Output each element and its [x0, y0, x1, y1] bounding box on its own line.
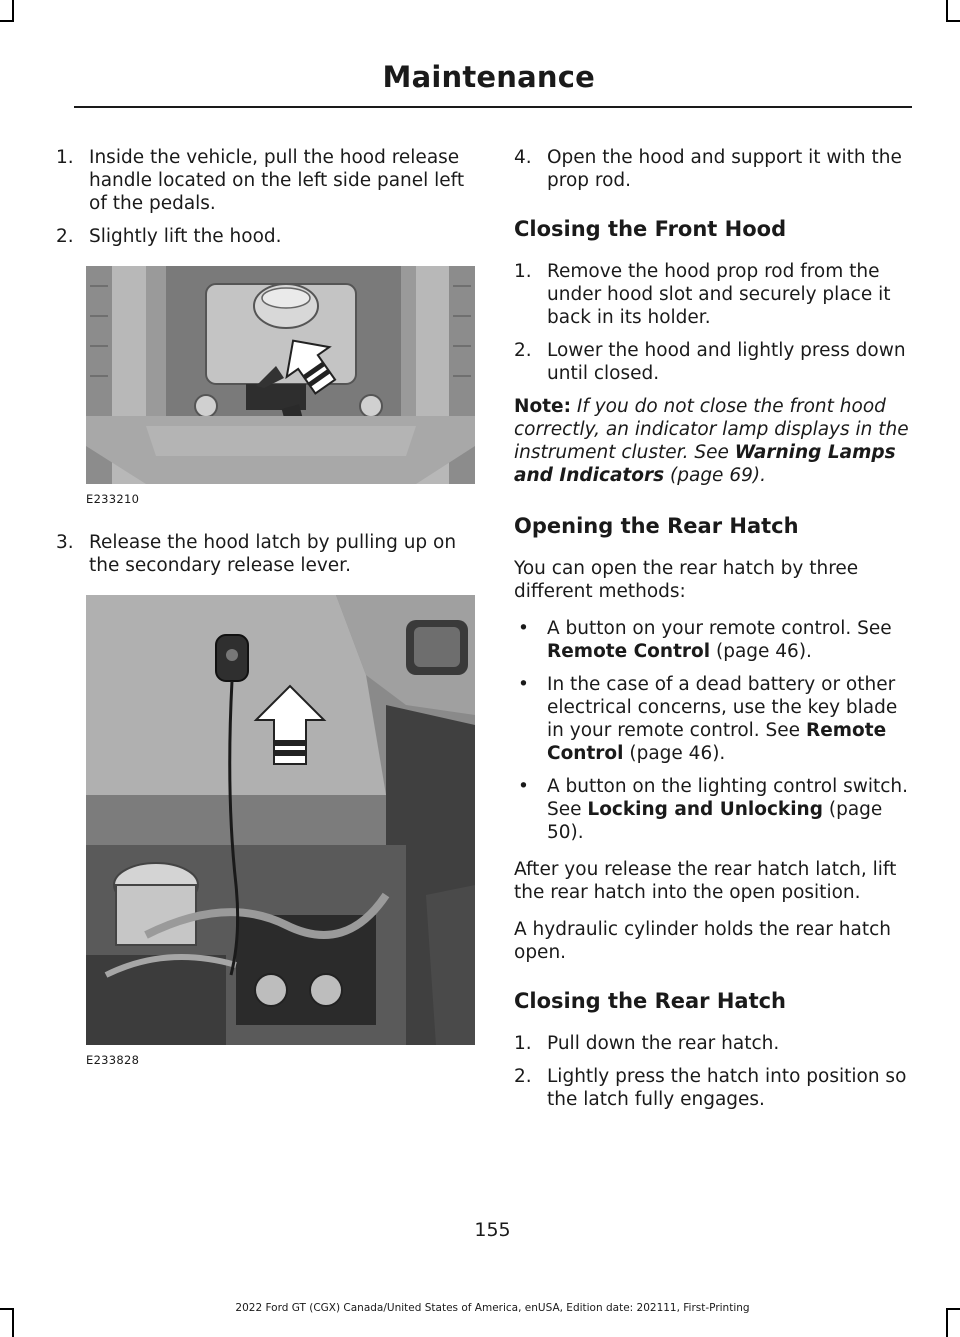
step-text: Lower the hood and lightly press down until closed.: [547, 340, 906, 384]
crop-mark: [12, 0, 14, 22]
paragraph: A hydraulic cylinder holds the rear hatch open.: [514, 919, 891, 963]
bullet-text: [547, 617, 914, 663]
hood-release-illustration: [86, 266, 475, 484]
step-number: 2.: [514, 340, 532, 361]
step-item: [56, 225, 480, 248]
section-heading: Closing the Rear Hatch: [514, 989, 787, 1013]
step-text: Pull down the rear hatch.: [547, 1033, 780, 1054]
crop-mark: [946, 20, 960, 22]
title-divider: [74, 106, 912, 108]
step-number: 4.: [514, 147, 532, 168]
section-heading: Closing the Front Hood: [514, 217, 787, 241]
step-text: Remove the hood prop rod from the under hood slot and securely place it back in its holder.: [547, 261, 891, 328]
crop-mark: [946, 0, 948, 22]
bullet-text: [547, 775, 914, 844]
step-text: Lightly press the hatch into position so the latch fully engages.: [547, 1066, 907, 1110]
step-number: 2.: [514, 1066, 532, 1087]
page-title: Maintenance: [382, 60, 595, 94]
step-item: [56, 531, 480, 577]
step-text: Inside the vehicle, pull the hood release handle located on the left side panel left of the pedals.: [89, 147, 465, 214]
step-text: Open the hood and support it with the prop rod.: [547, 147, 902, 191]
figure-code: E233828: [86, 1053, 140, 1067]
bullet-icon: •: [518, 674, 529, 695]
step-item: [514, 1065, 914, 1111]
bullet-icon: •: [518, 776, 529, 797]
section-heading: Opening the Rear Hatch: [514, 514, 799, 538]
step-number: 2.: [56, 226, 74, 247]
step-item: [56, 146, 480, 215]
cross-reference-link[interactable]: Remote Control: [547, 720, 887, 764]
crop-mark: [0, 20, 14, 22]
figure-hood-release: [86, 266, 475, 511]
paragraph: You can open the rear hatch by three different methods:: [514, 558, 859, 602]
step-number: 1.: [56, 147, 74, 168]
page-number: 155: [474, 1219, 511, 1241]
cross-reference-link[interactable]: Warning Lamps and Indicators: [514, 442, 896, 486]
bullet-item: [514, 775, 914, 844]
bullet-icon: •: [518, 618, 529, 639]
bullet-item: [514, 617, 914, 663]
figure-code: E233210: [86, 492, 140, 506]
figure-secondary-release: [86, 595, 475, 1072]
note-text: If you do not close the front hood correctly, an indicator lamp displays in the instrument cluster. See: [514, 396, 909, 463]
bullet-body: A button on your remote control. See: [547, 618, 892, 639]
paragraph: After you release the rear hatch latch, lift the rear hatch into the open position.: [514, 859, 897, 903]
step-item: [514, 260, 914, 329]
cross-reference-link[interactable]: Locking and Unlocking: [587, 799, 823, 820]
page-reference: (page 46).: [715, 641, 812, 662]
bullet-body: In the case of a dead battery or other electrical concerns, use the key blade in your remote control. See: [547, 674, 898, 741]
footer-edition: 2022 Ford GT (CGX) Canada/United States of America, enUSA, Edition date: 202111, First-Printing: [235, 1302, 750, 1314]
step-item: [514, 339, 914, 385]
step-number: 3.: [56, 532, 74, 553]
right-column: [514, 146, 914, 1121]
bullet-text: [547, 673, 914, 765]
page-reference: (page 50).: [547, 799, 883, 843]
step-text: Slightly lift the hood.: [89, 226, 282, 247]
note-label: Note:: [514, 396, 571, 417]
step-number: 1.: [514, 1033, 532, 1054]
cross-reference-link[interactable]: Remote Control: [547, 641, 711, 662]
page-reference: (page 46).: [629, 743, 726, 764]
note-block: [514, 395, 914, 487]
bullet-body: A button on the lighting control switch. See: [547, 776, 909, 820]
left-column: [56, 146, 480, 1092]
bullet-item: [514, 673, 914, 765]
secondary-release-illustration: [86, 595, 475, 1045]
page-reference: (page 69).: [670, 465, 766, 486]
step-item: [514, 1032, 914, 1055]
step-number: 1.: [514, 261, 532, 282]
step-item: [514, 146, 914, 192]
step-text: Release the hood latch by pulling up on the secondary release lever.: [89, 532, 457, 576]
